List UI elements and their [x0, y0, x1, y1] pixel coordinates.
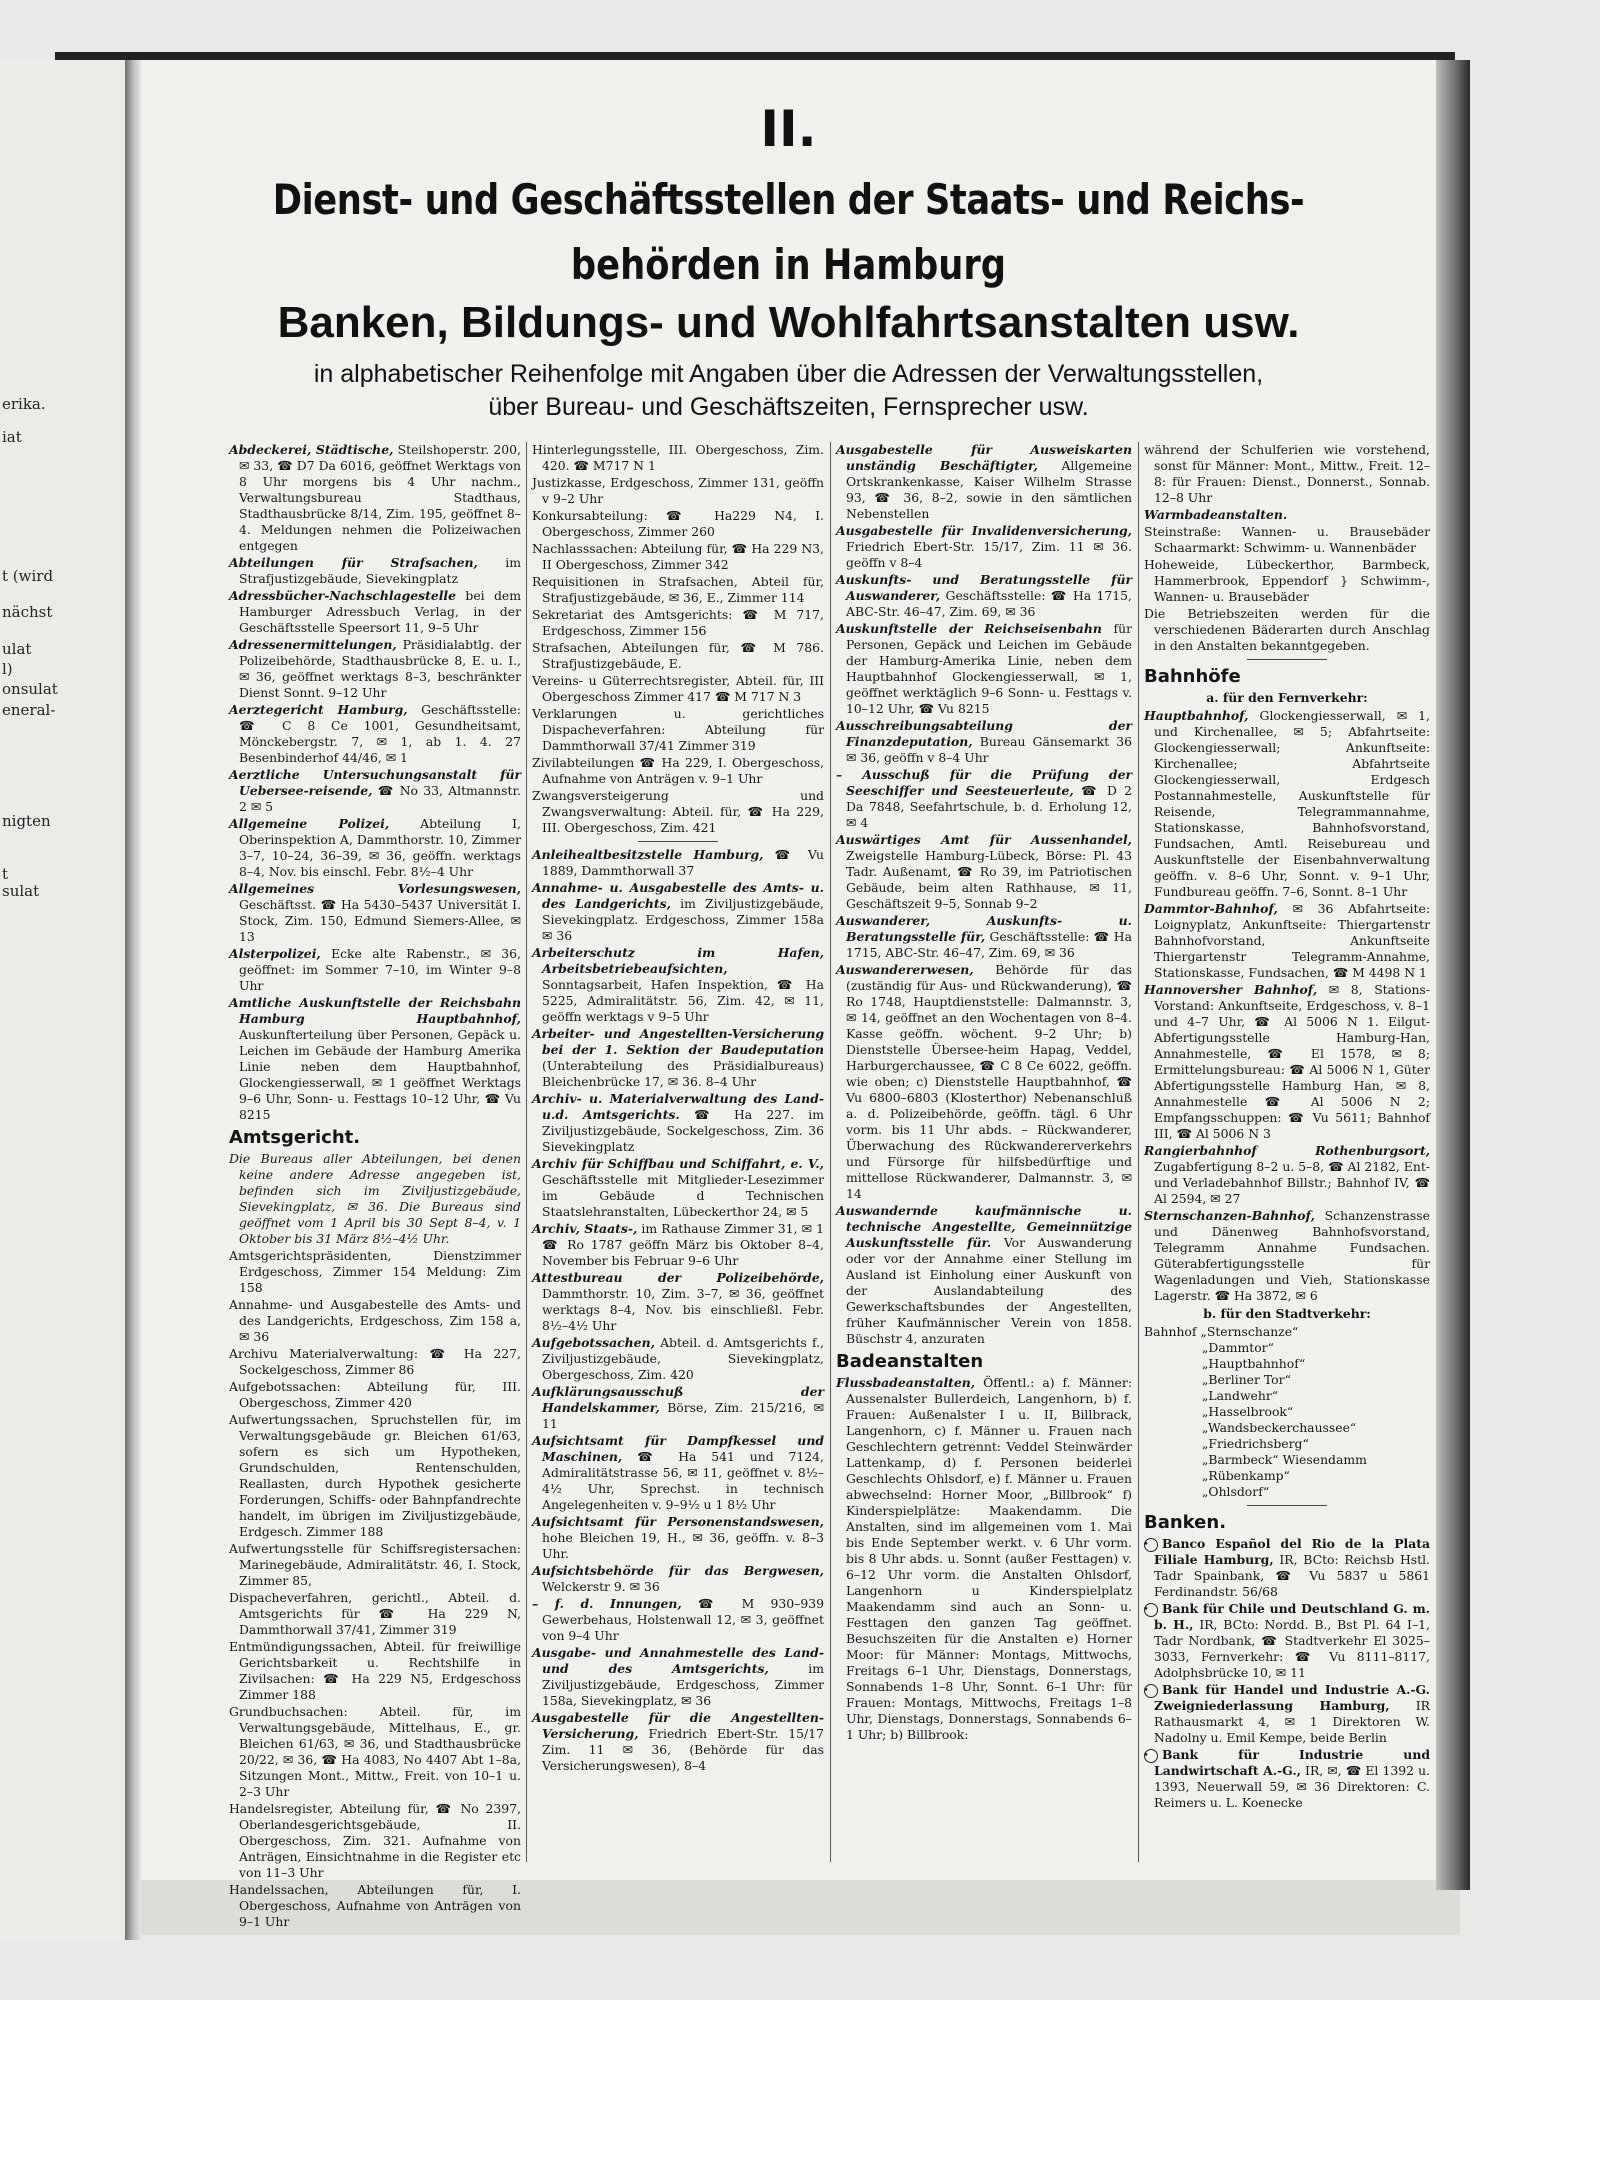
entry-headword: Amtliche Auskunftstelle der Reichsbahn Hamburg Hauptbahnhof, [229, 995, 521, 1026]
section-number: II. [760, 100, 817, 158]
directory-entry [229, 1590, 521, 1638]
entry-headword: Aufsichtsamt für Dampfkessel und Maschinen, [532, 1433, 824, 1464]
entry-text: Sonntagsarbeit, Hafen Inspektion, ☎ Ha 5225, Admiralitätstr. 56, Zim. 42, ✉ 11, geöffn werktags v 9–5 Uhr [542, 977, 824, 1024]
entry-text: ☎ Ha 227. im Ziviljustizgebäude, Sockelgeschoss, Zim. 36 Sievekingplatz [542, 1107, 824, 1154]
directory-entry [836, 572, 1132, 620]
entry-text: bei dem Hamburger Adressbuch Verlag, in der Geschäftsstelle Speersort 11, 9–5 Uhr [239, 588, 521, 635]
entry-text: Steilshoperstr. 200, ✉ 33, ☎ D7 Da 6016, geöffnet Werktags von 8 Uhr morgens bis 4 Uhr nachm., Verwaltungsbureau Stadthaus, Stadthausbrücke 8/14, Zim. 195, geöffnet 8–4. Meldungen nehmen die Polizeiwachen entgegen [239, 442, 521, 553]
entry-headword: Auswandererwesen, [836, 962, 974, 977]
entry-text: hohe Bleichen 19, H., ✉ 36, geöffn. v. 8–3 Uhr. [542, 1530, 824, 1561]
left-page-fragment [0, 60, 125, 1940]
entry-text: Hoheweide, Lübeckerthor, Barmbeck, Hammerbrook, Eppendorf } Schwimm-, Wannen- u. Brausebäder [1144, 557, 1430, 604]
directory-entry [532, 755, 824, 787]
entry-headword: Archiv, Staats-, [532, 1221, 638, 1236]
entry-text: Börse, Zim. 215/216, ✉ 11 [542, 1400, 824, 1431]
entry-text: Geschäftsst. ☎ Ha 5430–5437 Universität I. Stock, Zim. 150, Edmund Siemers-Allee, ✉ 13 [239, 897, 521, 944]
directory-entry [229, 1379, 521, 1411]
entry-text: Archivu Materialverwaltung: ☎ Ha 227, Sockelgeschoss, Zimmer 86 [229, 1346, 521, 1378]
page-edge-shadow [1436, 60, 1470, 1890]
entry-text: ☎ Vu 1889, Dammthorwall 37 [542, 847, 824, 878]
entry-text: Grundbuchsachen: Abteil. für, im Verwaltungsgebäude, Mittelhaus, E., gr. Bleichen 61/63, ✉ 36, und Stadthausbrücke 20/22, ✉ 36, ☎ Ha 4083, No 4407 Abt 1–8a, Sitzungen Mont., Mittw., Freit. von 10–1 u. 2–3 Uhr [229, 1704, 521, 1800]
station-list-item: „Hasselbrook“ [1202, 1404, 1294, 1420]
entry-text: Glockengiesserwall, ✉ 1, und Kirchenallee, ✉ 5; Abfahrtseite: Glockengiesserwall; Ankunftseite: Kirchenallee; Abfahrtseite Glockengiesserwall, Erdgesch Postannahmestelle, Auskunftstelle für Reisende, Telegrammannahme, Stationskasse, Bahnhofsvorstand, Fundsachen, Amtl. Reisebureau und Auskunftstelle der Eisenbahnverwaltung geöffn. v. 8–6 Uhr, Sonnt. v. 9–1 Uhr, Fundbureau geöffn. 7–6, Sonnt. 8–1 Uhr [1154, 708, 1430, 900]
directory-entry [836, 1203, 1132, 1347]
directory-entry [532, 847, 824, 879]
entry-text: IR, ✉, ☎ El 1392 u. 1393, Neuerwall 59, ✉ 36 Direktoren: C. Reimers u. L. Koenecke [1154, 1763, 1430, 1811]
section-heading: Bahnhöfe [1144, 666, 1241, 687]
bank-entry [1144, 1536, 1430, 1600]
directory-entry [532, 880, 824, 944]
entry-text: Nachlasssachen: Abteilung für, ☎ Ha 229 N3, II Obergeschoss, Zimmer 342 [532, 541, 824, 572]
entry-headword: Auswärtiges Amt für Aussenhandel, [836, 832, 1132, 847]
entry-headword: Hannoversher Bahnhof, [1144, 982, 1318, 998]
station-list-item: „Berliner Tor“ [1202, 1372, 1291, 1388]
entry-text: Hinterlegungsstelle, III. Obergeschoss, Zim. 420. ☎ M717 N 1 [532, 442, 824, 473]
entry-headword: Rangierbahnhof Rothenburgsort, [1144, 1143, 1430, 1159]
entry-headword: Annahme- u. Ausgabestelle des Amts- u. des Landgerichts, [532, 880, 824, 911]
entry-text: Friedrich Ebert-Str. 15/17, Zim. 11 ✉ 36. geöffn v 8–4 [846, 539, 1132, 570]
directory-entry [229, 555, 521, 587]
directory-entry [532, 706, 824, 754]
entry-text: Requisitionen in Strafsachen, Abteil für, Strafjustizgebäude, ✉ 36, E., Zimmer 114 [532, 574, 824, 605]
directory-entry [229, 1882, 521, 1930]
left-page-text: t (wird [2, 567, 54, 585]
entry-text: Zwangsversteigerung und Zwangsverwaltung: Abteil. für, ☎ Ha 229, III. Obergeschoss, Zim. 421 [532, 788, 824, 835]
entry-headword: Auswanderer, Auskunfts- u. Beratungsstelle für, [836, 913, 1132, 944]
entry-headword: Adressbücher-Nachschlagestelle [229, 588, 457, 603]
station-list-item: „Barmbeck“ Wiesendamm [1202, 1452, 1367, 1468]
entry-headword: Flussbadeanstalten, [836, 1375, 976, 1391]
entry-headword: Arbeiterschutz im Hafen, Arbeitsbetriebeaufsichten, [532, 945, 824, 976]
directory-entry [532, 1026, 824, 1090]
directory-entry [836, 913, 1132, 961]
directory-entry [532, 1270, 824, 1334]
bank-name: Bank für Chile und Deutschland G. m. b. H., [1154, 1601, 1430, 1633]
entry-headword: Aufgebotssachen, [532, 1335, 655, 1350]
entry-headword: Auswandernde kaufmännische u. technische Angestellte, Gemeinnützige Auskunftsstelle für. [836, 1203, 1132, 1250]
entry-headword: Dammtor-Bahnhof, [1144, 901, 1278, 917]
section-heading: Banken. [1144, 1512, 1227, 1534]
entry-headword: Arbeiter- und Angestellten-Versicherung bei der 1. Sektion der Baudeputation [532, 1026, 824, 1057]
station-list [1144, 1324, 1430, 1500]
left-page-text: nigten [2, 812, 51, 830]
entry-headword: Archiv für Schiffbau und Schiffahrt, e. V., [532, 1156, 824, 1171]
directory-entry [836, 621, 1132, 717]
directory-entry [836, 962, 1132, 1202]
column-divider [830, 442, 831, 1862]
left-page-text: iat [2, 428, 22, 446]
page-title-line3: Banken, Bildungs- und Wohlfahrtsanstalten usw. [277, 298, 1300, 347]
directory-entry [532, 475, 824, 507]
directory-entry [229, 767, 521, 815]
entry-headword: – Ausschuß für die Prüfung der Seeschiffer und Seesteuerleute, [836, 767, 1132, 798]
entry-text: Verklarungen u. gerichtliches Dispacheverfahren: Abteilung für Dammthorwall 37/41 Zimmer 319 [532, 706, 824, 753]
directory-entry [836, 523, 1132, 571]
directory-entry [836, 718, 1132, 766]
directory-entry [532, 574, 824, 606]
entry-headword: Ausgabestelle für Ausweiskarten unständig Beschäftigter, [836, 442, 1132, 473]
entry-text: IR, BCto: Reichsb Hstl. Tadr Spainbank, ☎ Vu 5837 u 5861 Ferdinandstr. 56/68 [1154, 1552, 1430, 1600]
directory-entry [1144, 982, 1430, 1142]
bank-entry [1144, 1682, 1430, 1746]
entry-text: Vor Auswanderung oder vor der Annahme einer Stellung im Ausland ist Einholung einer Auskunft von der Auslandabteilung des Gewerkschaftsbundes der Angestellten, früher Kaufmännischer Verein von 1858. Büschstr 4, anzuraten [846, 1235, 1132, 1346]
entry-text: (Unterabteilung des Präsidialbureaus) Bleichenbrücke 17, ✉ 36. 8–4 Uhr [542, 1058, 824, 1089]
directory-entry [229, 1801, 521, 1881]
directory-entry [229, 1639, 521, 1703]
page-subtitle-line1: in alphabetischer Reihenfolge mit Angaben über die Adressen der Verwaltungsstellen, [313, 360, 1264, 388]
entry-text: Strafsachen, Abteilungen für, ☎ M 786. Strafjustizgebäude, E. [532, 640, 824, 671]
entry-text: im Ziviljustizgebäude, Erdgeschoss, Zimmer 158a, Sievekingplatz, ✉ 36 [542, 1661, 824, 1708]
left-page-text: nächst [2, 603, 53, 621]
entry-headword: Abdeckerei, Städtische, [229, 442, 394, 457]
directory-entry [229, 1412, 521, 1540]
directory-entry [229, 637, 521, 701]
directory-entry [532, 541, 824, 573]
directory-entry [229, 1541, 521, 1589]
subsection-heading: b. für den Stadtverkehr: [1203, 1306, 1371, 1322]
left-page-text: onsulat [2, 680, 58, 698]
directory-entry [836, 832, 1132, 912]
directory-entry [532, 1091, 824, 1155]
section-heading: Badeanstalten [836, 1351, 984, 1372]
left-page-text: eneral- [2, 701, 56, 719]
directory-entry [229, 702, 521, 766]
directory-entry [532, 640, 824, 672]
directory-entry [532, 1514, 824, 1562]
directory-entry [229, 1297, 521, 1345]
directory-entry [1144, 557, 1430, 605]
entry-headword: Auskunftstelle der Reichseisenbahn [836, 621, 1102, 636]
entry-text: im Rathause Zimmer 31, ✉ 1 ☎ Ro 1787 geöffn März bis Oktober 8–4, November bis Februar 9–6 Uhr [542, 1221, 824, 1268]
directory-entry [532, 607, 824, 639]
entry-text: Öffentl.: a) f. Männer: Aussenalster Bullerdeich, Langenhorn, b) f. Frauen: Außenalster I u. II, Billbrack, Langenhorn, c) f. Männer u. Frauen nach Geschlechtern getrennt: Veddel Steinwärder Lattenkamp, d) f. Personen beiderlei Geschlechts Ohlsdorf, e) f. Männer u. Frauen abwechselnd: Horner Moor, „Billbrook“ f) Kinderspielplätze: Maakendamm. Die Anstalten, sind im allgemeinen vom 1. Mai bis Ende September werkt. v. 6 Uhr vorm. bis 8 Uhr abds. u. Sonnt (außer Festtagen) v. 6–12 Uhr vorm. die Anstalten Ohlsdorf, Langenhorn u Kinderspielplatz Maakendamm sind auch an Sonn- u. Festtagen den ganzen Tag geöffnet. Besuchszeiten für die Anstalten e) Horner Moor: für Männer: Montags, Mittwochs, Freitags 6–1 Uhr, Dienstags, Donnerstags, Sonnabends 1–8 Uhr, Sonnt. 6–1 Uhr: für Frauen: Montags, Mittwochs, Freitags 1–8 Uhr, Dienstags, Donnerstags, Sonnabends 6–1 Uhr; b) Billbrook: [846, 1375, 1132, 1743]
directory-entry [836, 442, 1132, 522]
entry-text: Konkursabteilung: ☎ Ha229 N4, I. Obergeschoss, Zimmer 260 [532, 508, 824, 539]
registered-mark-icon: • [1144, 1684, 1158, 1698]
book-gutter [125, 60, 141, 1940]
directory-entry [532, 1156, 824, 1220]
directory-entry [1144, 708, 1430, 900]
entry-text: Die Betriebszeiten werden für die verschiedenen Bäderarten durch Anschlag in den Anstalten bekanntgegeben. [1144, 606, 1430, 653]
entry-text: Geschäftsstelle: ☎ C 8 Ce 1001, Gesundheitsamt, Mönckebergstr. 7, ✉ 1, ab 1. 4. 27 Besenbinderhof 44/46, ✉ 1 [239, 702, 521, 765]
entry-headword: Aerztegericht Hamburg, [229, 702, 408, 717]
entry-text: Justizkasse, Erdgeschoss, Zimmer 131, geöffn v 9–2 Uhr [532, 475, 824, 506]
directory-entry [532, 1710, 824, 1774]
directory-entry [532, 1596, 824, 1644]
entry-text: IR, BCto: Nordd. B., Bst Pl. 64 I–1, Tadr Nordbank, ☎ Stadtverkehr El 3025–3033, Fernverkehr: ☎ Vu 8111–8117, Adolphsbrücke 10, ✉ 11 [1154, 1617, 1430, 1681]
directory-entry [532, 1645, 824, 1709]
entry-headword: Ausgabestelle für Invalidenversicherung, [836, 523, 1132, 538]
entry-text: Aufwertungsstelle für Schiffsregistersachen: Marinegebäude, Admiralitätstr. 46, I. Stock, Zimmer 85, [229, 1541, 521, 1589]
entry-text: Bureau Gänsemarkt 36 ✉ 36, geöffn v 8–4 Uhr [846, 734, 1132, 765]
column-divider [1138, 442, 1139, 1862]
entry-text: Annahme- und Ausgabestelle des Amts- und des Landgerichts, Erdgeschoss, Zim 158 a, ✉ 36 [229, 1297, 521, 1345]
entry-text: Zweigstelle Hamburg-Lübeck, Börse: Pl. 43 Tadr. Außenamt, ☎ Ro 39, im Patriotischen Gebäude, beim alten Rathhause, ✉ 11, Geschäftszeit 9–5, Sonnab 9–2 [846, 848, 1132, 911]
entry-headword: Warmbadeanstalten. [1144, 507, 1288, 522]
directory-entry [229, 995, 521, 1123]
directory-entry [836, 1375, 1132, 1743]
station-list-item: „Wandsbeckerchaussee“ [1202, 1420, 1357, 1436]
entry-text: während der Schulferien wie vorstehend, sonst für Männer: Mont., Mittw., Freit. 12–8: für Frauen: Dienst., Donnerst., Sonnab. 12–8 Uhr [1144, 442, 1430, 505]
directory-entry [532, 508, 824, 540]
left-page-text: ulat [2, 640, 32, 658]
left-page-text: l) [2, 660, 13, 678]
directory-entry [532, 1384, 824, 1432]
entry-text: Aufgebotssachen: Abteilung für, III. Obergeschoss, Zimmer 420 [229, 1379, 521, 1411]
entry-text: Abteilung I, Oberinspektion A, Dammthorstr. 10, Zimmer 3–7, 10–24, 36–39, ✉ 36, geöffn. werktags 8–4, Nov. bis einschl. Febr. 8½–4 Uhr [239, 816, 521, 879]
entry-text: im Strafjustizgebäude, Sievekingplatz [239, 555, 521, 586]
entry-text: IR Rathausmarkt 4, ✉ 1 Direktoren W. Nadolny u. Emil Kempe, beide Berlin [1154, 1698, 1430, 1746]
entry-text: im Ziviljustizgebäude, Sievekingplatz. Erdgeschoss, Zimmer 158a ✉ 36 [542, 896, 824, 943]
directory-entry [1144, 901, 1430, 981]
directory-entry [532, 1563, 824, 1595]
entry-headword: Ausgabe- und Annahmestelle des Land- und des Amtsgerichts, [532, 1645, 824, 1676]
station-list-item: „Hauptbahnhof“ [1202, 1356, 1306, 1372]
entry-headword: Aufklärungsausschuß der Handelskammer, [532, 1384, 824, 1415]
directory-entry [1144, 524, 1430, 556]
directory-column-3 [836, 442, 1132, 1867]
entry-text: ☎ No 33, Altmannstr. 2 ✉ 5 [239, 783, 521, 814]
entry-text: Geschäftsstelle mit Mitglieder-Lesezimmer im Gebäude d Technischen Staatslehranstalten, Lübeckerthor 24, ✉ 5 [542, 1172, 824, 1219]
entry-text: ☎ D 2 Da 7848, Seefahrtschule, b. d. Erholung 12, ✉ 4 [846, 783, 1132, 830]
station-list-item: „Friedrichsberg“ [1202, 1436, 1309, 1452]
entry-headword: Aufsichtsamt für Personenstandswesen, [532, 1514, 824, 1529]
entry-headword: Aufsichtsbehörde für das Bergwesen, [532, 1563, 824, 1578]
entry-text: Geschäftsstelle: ☎ Ha 1715, ABC-Str. 46–47, Zim. 69, ✉ 36 [846, 929, 1132, 960]
entry-headword: Allgemeines Vorlesungswesen, [229, 881, 521, 896]
entry-text: Behörde für das (zuständig für Aus- und Rückwanderung), ☎ Ro 1748, Hauptdienststelle: Dalmannstr. 3, ✉ 14, geöffnet an den Wochentagen von 8–4. Kasse geöffn. wöchent. 9–2 Uhr; b) Dienststelle Übersee-heim Hapag, Veddel, Harburgerchaussee, ☎ C 8 Ce 6022, geöffn. wie oben; c) Dienststelle Hauptbahnhof, ☎ Vu 6800–6803 (Klosterthor) Nebenanschluß a. d. Polizeibehörde, geöffn. tägl. 6 Uhr vorm. bis 11 Uhr abds. – Rückwanderer, Überwachung des Rückwandererverkehrs und Fürsorge für hilfsbedürftige und mittellose Rückwanderer, Dalmannstr. 3, ✉ 14 [846, 962, 1132, 1201]
directory-entry [229, 1248, 521, 1296]
entry-text: Entmündigungssachen, Abteil. für freiwillige Gerichtsbarkeit u. Rechtshilfe in Zivilsachen: ☎ Ha 229 N5, Erdgeschoss Zimmer 188 [229, 1639, 521, 1703]
directory-entry [1144, 606, 1430, 654]
entry-text: Vereins- u Güterrechtsregister, Abteil. für, III Obergeschoss Zimmer 417 ☎ M 717 N 3 [532, 673, 824, 704]
entry-headword: Adressenermittelungen, [229, 637, 397, 652]
station-list-item: „Ohlsdorf“ [1202, 1484, 1270, 1500]
entry-text: Geschäftsstelle: ☎ Ha 1715, ABC-Str. 46–47, Zim. 69, ✉ 36 [846, 588, 1132, 619]
directory-entry [1144, 1208, 1430, 1304]
directory-entry [229, 881, 521, 945]
left-page-text: sulat [2, 882, 40, 900]
directory-column-1 [229, 442, 521, 1930]
entry-text: Handelssachen, Abteilungen für, I. Obergeschoss, Aufnahme von Anträgen von 9–1 Uhr [229, 1882, 521, 1930]
entry-text: Friedrich Ebert-Str. 15/17 Zim. 11 ✉ 36, (Behörde für das Versicherungswesen), 8–4 [542, 1726, 824, 1773]
directory-entry [1144, 442, 1430, 506]
directory-entry [532, 1335, 824, 1383]
directory-entry [1144, 507, 1430, 523]
bank-entry [1144, 1601, 1430, 1681]
bank-entry [1144, 1747, 1430, 1811]
entry-headword: Allgemeine Polizei, [229, 816, 390, 831]
directory-entry [836, 767, 1132, 831]
directory-entry [532, 788, 824, 836]
entry-text: Auskunfterteilung über Personen, Gepäck u. Leichen im Gebäude der Hamburg Amerika Linie neben dem Hauptbahnhof, Glockengiesserwall, ✉ 1 geöffnet Werktags 9–6 Uhr, Sonn- u. Festtags 10–12 Uhr, ☎ Vu 8215 [239, 1027, 521, 1122]
entry-headword: Ausgabestelle für die Angestellten-Versicherung, [532, 1710, 824, 1741]
page-title-line2: behörden in Hamburg [570, 240, 1007, 289]
directory-entry [532, 1221, 824, 1269]
entry-headword: Attestbureau der Polizeibehörde, [532, 1270, 824, 1285]
bank-name: Bank für Handel und Industrie A.-G. Zweigniederlassung Hamburg, [1154, 1682, 1430, 1714]
page-subtitle-line2: über Bureau- und Geschäftszeiten, Fernsprecher usw. [488, 393, 1089, 421]
entry-text: Handelsregister, Abteilung für, ☎ No 2397, Oberlandesgerichtsgebäude, II. Obergeschoss, Zim. 321. Aufnahme von Anträgen, Einsichtnahme in die Register etc von 11–3 Uhr [229, 1801, 521, 1881]
entry-text: Allgemeine Ortskrankenkasse, Kaiser Wilhelm Strasse 93, ☎ 36, 8–2, sowie in den sämtlichen Nebenstellen [846, 458, 1132, 521]
entry-text: ☎ M 930–939 Gewerbehaus, Holstenwall 12, ✉ 3, geöffnet von 9–4 Uhr [542, 1596, 824, 1643]
directory-entry [532, 442, 824, 474]
registered-mark-icon: • [1144, 1749, 1158, 1763]
entry-headword: Anleihealtbesitzstelle Hamburg, [532, 847, 764, 862]
entry-headword: Hauptbahnhof, [1144, 708, 1249, 724]
directory-entry [532, 1433, 824, 1513]
entry-text: ✉ 8, Stations-Vorstand: Ankunftseite, Erdgeschoss, v. 8–1 und 4–7 Uhr, ☎ Al 5006 N 1. Eilgut-Abfertigungsstelle Hamburg-Han, Annahmestelle, ☎ El 1578, ✉ 8; Ermittelungsbureau: ☎ Al 5006 N 1, Güter Abfertigungsstelle Hamburg Han, ✉ 8, Annahmestelle ☎ Al 5006 N 2; Empfangsschuppen: ☎ Vu 5611; Bahnhof III, ☎ Al 5006 N 3 [1154, 982, 1430, 1142]
station-list-item: „Dammtor“ [1202, 1340, 1274, 1356]
separator-rule [1247, 659, 1327, 660]
entry-headword: Alsterpolizei, [229, 946, 321, 961]
bank-name: Banco Español del Rio de la Plata Filiale Hamburg, [1154, 1536, 1430, 1568]
entry-text: Dispacheverfahren, gerichtl., Abteil. d. Amtsgerichts für ☎ Ha 229 N, Dammthorwall 37/41, Zimmer 319 [229, 1590, 521, 1638]
entry-text: Präsidialabtlg. der Polizeibehörde, Stadthausbrücke 8, E. u. I., ✉ 36, geöffnet werktags 8–3, beschränkter Dienst Sonnt. 9–12 Uhr [239, 637, 521, 700]
left-page-text: erika. [2, 395, 46, 413]
directory-entry [229, 442, 521, 554]
entry-text: ✉ 36 Abfahrtseite: Loignyplatz, Ankunftseite: Thiergartenstr Bahnhofvorstand, Ankunftseite Thiergartenstr Telegramm-Annahme, Stationskasse, Fundsachen, ☎ M 4498 N 1 [1154, 901, 1430, 981]
directory-column-4 [1144, 442, 1430, 1867]
directory-entry [229, 946, 521, 994]
station-list-item: Bahnhof „Sternschanze“ [1144, 1324, 1299, 1340]
entry-text: Welckerstr 9. ✉ 36 [542, 1579, 660, 1594]
separator-rule [638, 841, 718, 842]
directory-entry [229, 588, 521, 636]
entry-text: Dammthorstr. 10, Zim. 3–7, ✉ 36, geöffnet werktags 8–4, Nov. bis einschließl. Febr. 8½–4½ Uhr [542, 1286, 824, 1333]
section-heading: Amtsgericht. [229, 1127, 361, 1148]
entry-headword: – f. d. Innungen, [532, 1596, 682, 1611]
entry-headword: Archiv- u. Materialverwaltung des Land- u.d. Amtsgerichts. [532, 1091, 824, 1122]
directory-entry [229, 1346, 521, 1378]
entry-text: Aufwertungssachen, Spruchstellen für, im Verwaltungsgebäude gr. Bleichen 61/63, sofern es sich um Hypotheken, Grundschulden, Rentenschulden, Reallasten, durch Hypothek gesicherte Forderungen, Schiffs- oder Bahnpfandrechte handelt, im übrigen im Ziviljustizgebäude, Erdgesch. Zimmer 188 [229, 1412, 521, 1540]
entry-headword: Sternschanzen-Bahnhof, [1144, 1208, 1315, 1224]
entry-text: Amtsgerichtspräsidenten, Dienstzimmer Erdgeschoss, Zimmer 154 Meldung: Zim 158 [229, 1248, 521, 1296]
entry-text: Abteil. d. Amtsgerichts f., Ziviljustizgebäude, Sievekingplatz, Obergeschoss, Zim. 420 [542, 1335, 824, 1382]
entry-headword: Aerztliche Untersuchungsanstalt für Uebersee-reisende, [229, 767, 521, 798]
directory-entry [532, 945, 824, 1025]
left-page-text: t [2, 865, 9, 883]
entry-headword: Ausschreibungsabteilung der Finanzdeputation, [836, 718, 1132, 749]
directory-entry [229, 1704, 521, 1800]
bank-name: Bank für Industrie und Landwirtschaft A.-G., [1154, 1747, 1430, 1779]
directory-column-2 [532, 442, 824, 1867]
station-list-item: „Rübenkamp“ [1202, 1468, 1290, 1484]
column-divider [526, 442, 527, 1862]
registered-mark-icon: • [1144, 1538, 1158, 1552]
entry-text: Schanzenstrasse und Dänenweg Bahnhofsvorstand, Telegramm Annahme Fundsachen. Güterabfertigungsstelle für Wagenladungen und Vieh, Stationskasse Lagerstr. ☎ Ha 3872, ✉ 6 [1154, 1208, 1430, 1304]
subsection-heading: a. für den Fernverkehr: [1206, 690, 1368, 706]
entry-text: Sekretariat des Amtsgerichts: ☎ M 717, Erdgeschoss, Zimmer 156 [532, 607, 824, 638]
entry-headword: Abteilungen für Strafsachen, [229, 555, 478, 570]
directory-entry [1144, 1143, 1430, 1207]
separator-rule [1247, 1505, 1327, 1506]
document-page [141, 60, 1436, 1930]
entry-text: für Personen, Gepäck und Leichen im Gebäude der Hamburg-Amerika Linie, neben dem Hauptbahnhof Glockengiesserwall, ✉ 1, geöffnet werktäglich 9–6 Sonn- u. Festtags v. 10–12 Uhr, ☎ Vu 8215 [846, 621, 1132, 716]
entry-text: Zivilabteilungen ☎ Ha 229, I. Obergeschoss, Aufnahme von Anträgen v. 9–1 Uhr [532, 755, 824, 786]
station-list-item: „Landwehr“ [1202, 1388, 1279, 1404]
registered-mark-icon: • [1144, 1603, 1158, 1617]
entry-text: Ecke alte Rabenstr., ✉ 36, geöffnet: im Sommer 7–10, im Winter 9–8 Uhr [239, 946, 521, 993]
page-title-line1: Dienst- und Geschäftsstellen der Staats- und Reichs- [272, 175, 1305, 224]
directory-entry [532, 673, 824, 705]
directory-entry [229, 816, 521, 880]
entry-headword: Auskunfts- und Beratungsstelle für Auswanderer, [836, 572, 1132, 603]
entry-text: Zugabfertigung 8–2 u. 5–8, ☎ Al 2182, Ent- und Verladebahnhof Billstr.; Bahnhof IV, ☎ Al 2594, ✉ 27 [1154, 1159, 1430, 1207]
directory-note: Die Bureaus aller Abteilungen, bei denen keine andere Adresse angegeben ist, befinden sich im Ziviljustizgebäude, Sievekingplatz, ✉ 36. Die Bureaus sind geöffnet vom 1 April bis 30 Sept 8–4, v. 1 Oktober bis 31 März 8½–4½ Uhr. [229, 1151, 521, 1247]
entry-text: Steinstraße: Wannen- u. Brausebäder Schaarmarkt: Schwimm- u. Wannenbäder [1144, 524, 1430, 555]
entry-text: ☎ Ha 541 und 7124, Admiralitätstrasse 56, ✉ 11, geöffnet v. 8½–4½ Uhr, Sprechst. in technisch Angelegenheiten v. 9–9½ u 1 8½ Uhr [542, 1449, 824, 1512]
